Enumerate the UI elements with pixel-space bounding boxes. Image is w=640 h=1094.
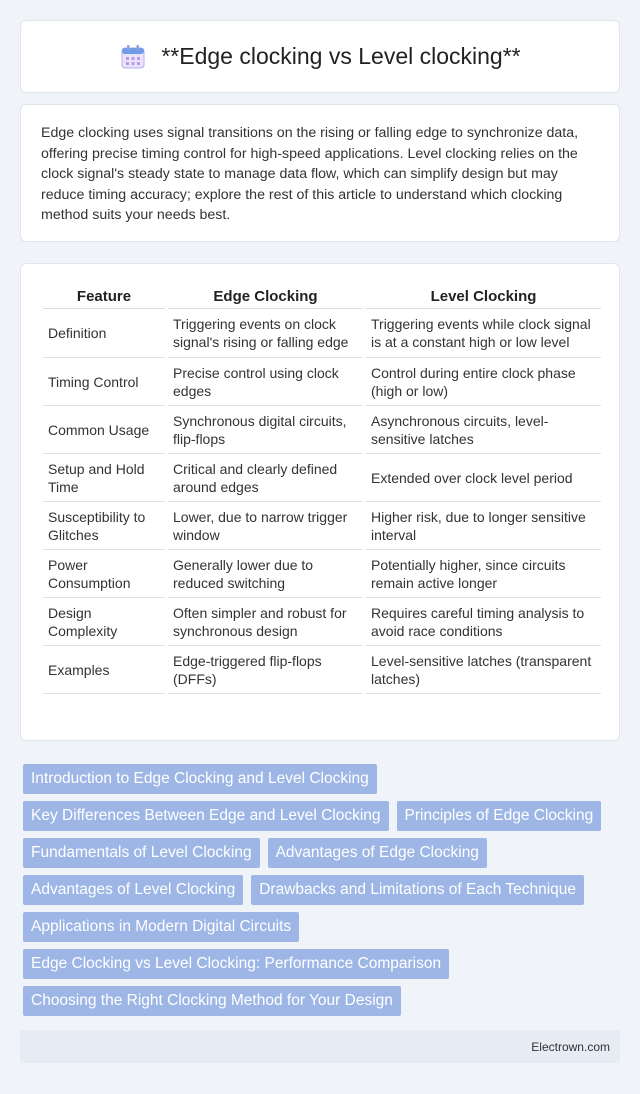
- table-header-row: [43, 282, 601, 309]
- tag-principles-edge[interactable]: Principles of Edge Clocking: [397, 801, 602, 831]
- table-row: [43, 550, 601, 598]
- feature-cell: Definition: [43, 309, 165, 358]
- feature-cell: Susceptibility to Glitches: [43, 502, 165, 550]
- feature-cell: Power Consumption: [43, 550, 165, 598]
- intro-card: [20, 104, 620, 242]
- level-cell: Triggering events while clock signal is at a constant high or low level: [366, 309, 601, 358]
- tag-advantages-level[interactable]: Advantages of Level Clocking: [23, 875, 243, 905]
- tag-key-differences[interactable]: Key Differences Between Edge and Level Clocking: [23, 801, 389, 831]
- title-card: [20, 20, 620, 93]
- calendar-icon: [119, 43, 147, 71]
- header-feature: Feature: [43, 282, 165, 309]
- edge-cell: Critical and clearly defined around edges: [168, 454, 363, 502]
- level-cell: Level-sensitive latches (transparent latches): [366, 646, 601, 694]
- table-row: [43, 598, 601, 646]
- tag-performance-comparison[interactable]: Edge Clocking vs Level Clocking: Performance Comparison: [23, 949, 449, 979]
- edge-cell: Often simpler and robust for synchronous design: [168, 598, 363, 646]
- header-edge-clocking: Edge Clocking: [168, 282, 363, 309]
- footer-site-name[interactable]: Electrown.com: [531, 1039, 610, 1054]
- table-row: [43, 358, 601, 406]
- tag-drawbacks[interactable]: Drawbacks and Limitations of Each Technique: [251, 875, 584, 905]
- level-cell: Extended over clock level period: [366, 454, 601, 502]
- footer: [20, 1030, 620, 1063]
- level-cell: Control during entire clock phase (high or low): [366, 358, 601, 406]
- level-cell: Asynchronous circuits, level-sensitive latches: [366, 406, 601, 454]
- level-cell: Higher risk, due to longer sensitive interval: [366, 502, 601, 550]
- comparison-table: [40, 282, 604, 694]
- comparison-table-card: [20, 263, 620, 741]
- table-row: [43, 502, 601, 550]
- edge-cell: Synchronous digital circuits, flip-flops: [168, 406, 363, 454]
- edge-cell: Triggering events on clock signal's rising or falling edge: [168, 309, 363, 358]
- feature-cell: Setup and Hold Time: [43, 454, 165, 502]
- intro-text: Edge clocking uses signal transitions on the rising or falling edge to synchronize data, offering precise timing control for high-speed applications. Level clocking relies on the clock signal's steady state to manage data flow, which can simplify design but may reduce timing accuracy; explore the rest of this article to understand which clocking method suits your needs best.: [41, 125, 579, 223]
- edge-cell: Edge-triggered flip-flops (DFFs): [168, 646, 363, 694]
- edge-cell: Precise control using clock edges: [168, 358, 363, 406]
- page-title: **Edge clocking vs Level clocking**: [161, 43, 521, 69]
- table-row: [43, 406, 601, 454]
- feature-cell: Examples: [43, 646, 165, 694]
- tag-applications[interactable]: Applications in Modern Digital Circuits: [23, 912, 299, 942]
- tag-advantages-edge[interactable]: Advantages of Edge Clocking: [268, 838, 487, 868]
- tag-introduction[interactable]: Introduction to Edge Clocking and Level Clocking: [23, 764, 377, 794]
- table-row: [43, 646, 601, 694]
- edge-cell: Generally lower due to reduced switching: [168, 550, 363, 598]
- header-level-clocking: Level Clocking: [366, 282, 601, 309]
- tag-choosing-method[interactable]: Choosing the Right Clocking Method for Your Design: [23, 986, 401, 1016]
- tag-fundamentals-level[interactable]: Fundamentals of Level Clocking: [23, 838, 260, 868]
- level-cell: Potentially higher, since circuits remain active longer: [366, 550, 601, 598]
- level-cell: Requires careful timing analysis to avoid race conditions: [366, 598, 601, 646]
- feature-cell: Design Complexity: [43, 598, 165, 646]
- table-row: [43, 309, 601, 358]
- edge-cell: Lower, due to narrow trigger window: [168, 502, 363, 550]
- topic-tags: [23, 764, 623, 1016]
- feature-cell: Timing Control: [43, 358, 165, 406]
- table-row: [43, 454, 601, 502]
- feature-cell: Common Usage: [43, 406, 165, 454]
